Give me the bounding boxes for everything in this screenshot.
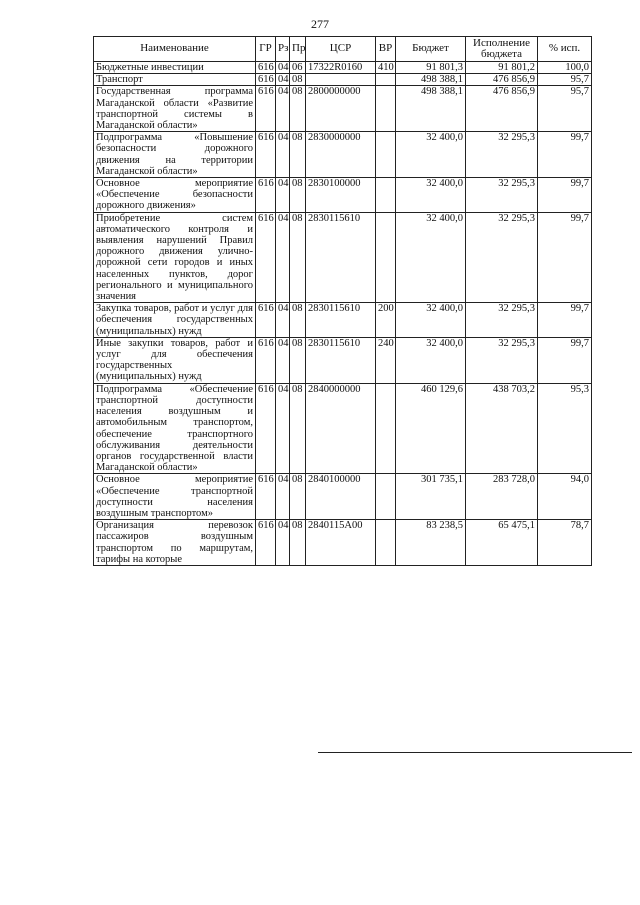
table-row [94, 474, 592, 520]
row-gr: 616 [256, 178, 276, 213]
row-execution: 32 295,3 [466, 303, 538, 338]
row-gr: 616 [256, 132, 276, 178]
row-name: Основное мероприятие «Обеспечение безопасности дорожного движения» [94, 178, 256, 213]
row-execution: 283 728,0 [466, 474, 538, 520]
table-row [94, 132, 592, 178]
row-csr: 2830115610 [306, 303, 376, 338]
footnote-separator-line [318, 752, 632, 753]
row-csr: 2830115610 [306, 337, 376, 383]
row-execution: 91 801,2 [466, 62, 538, 74]
row-vr [376, 474, 396, 520]
row-execution: 65 475,1 [466, 520, 538, 566]
col-header-name: Наименование [94, 37, 256, 62]
row-pr: 08 [290, 74, 306, 86]
row-budget: 32 400,0 [396, 132, 466, 178]
row-name: Подпрограмма «Обеспечение транспортной доступности населения воздушным и автомобильным транспортом, обеспечение транспортного обслуживания деятельности органов государственной власти Магаданской области» [94, 383, 256, 474]
row-vr [376, 86, 396, 132]
row-percent: 78,7 [538, 520, 592, 566]
row-name: Основное мероприятие «Обеспечение транспортной доступности населения воздушным транспортом» [94, 474, 256, 520]
row-budget: 498 388,1 [396, 86, 466, 132]
row-execution: 32 295,3 [466, 212, 538, 303]
col-header-gr: ГР [256, 37, 276, 62]
col-header-csr: ЦСР [306, 37, 376, 62]
row-percent: 95,7 [538, 86, 592, 132]
row-pr: 08 [290, 520, 306, 566]
row-percent: 99,7 [538, 337, 592, 383]
row-vr: 240 [376, 337, 396, 383]
row-percent: 99,7 [538, 303, 592, 338]
row-rz: 04 [276, 212, 290, 303]
row-vr [376, 132, 396, 178]
row-csr: 2840100000 [306, 474, 376, 520]
row-budget: 301 735,1 [396, 474, 466, 520]
row-pr: 08 [290, 474, 306, 520]
col-header-budget: Бюджет [396, 37, 466, 62]
row-percent: 95,7 [538, 74, 592, 86]
row-pr: 08 [290, 337, 306, 383]
table-row [94, 62, 592, 74]
row-csr: 2830100000 [306, 178, 376, 213]
row-csr: 2800000000 [306, 86, 376, 132]
row-pr: 08 [290, 178, 306, 213]
row-rz: 04 [276, 86, 290, 132]
row-name: Иные закупки товаров, работ и услуг для обеспечения государственных (муниципальных) нужд [94, 337, 256, 383]
row-execution: 32 295,3 [466, 337, 538, 383]
table-row [94, 86, 592, 132]
row-pr: 06 [290, 62, 306, 74]
table-row [94, 212, 592, 303]
budget-table [93, 36, 592, 566]
row-gr: 616 [256, 62, 276, 74]
row-vr: 200 [376, 303, 396, 338]
table-row [94, 337, 592, 383]
row-vr [376, 74, 396, 86]
row-budget: 32 400,0 [396, 212, 466, 303]
row-gr: 616 [256, 212, 276, 303]
col-header-execution: Исполнение бюджета [466, 37, 538, 62]
row-percent: 99,7 [538, 212, 592, 303]
row-rz: 04 [276, 132, 290, 178]
row-pr: 08 [290, 86, 306, 132]
col-header-percent: % исп. [538, 37, 592, 62]
row-gr: 616 [256, 74, 276, 86]
row-name: Транспорт [94, 74, 256, 86]
row-gr: 616 [256, 520, 276, 566]
row-gr: 616 [256, 303, 276, 338]
row-name: Приобретение систем автоматического контроля и выявления нарушений Правил дорожного движения улично-дорожной сети городов и иных населенных пунктов, дорог регионального и муниципального значения [94, 212, 256, 303]
row-csr: 2840000000 [306, 383, 376, 474]
row-vr [376, 520, 396, 566]
row-pr: 08 [290, 132, 306, 178]
row-pr: 08 [290, 303, 306, 338]
row-vr [376, 383, 396, 474]
row-csr: 2840115A00 [306, 520, 376, 566]
row-execution: 32 295,3 [466, 178, 538, 213]
row-budget: 32 400,0 [396, 337, 466, 383]
row-execution: 476 856,9 [466, 86, 538, 132]
row-gr: 616 [256, 86, 276, 132]
row-name: Организация перевозок пассажиров воздушным транспортом по маршрутам, тарифы на которые [94, 520, 256, 566]
row-budget: 498 388,1 [396, 74, 466, 86]
row-rz: 04 [276, 74, 290, 86]
row-budget: 32 400,0 [396, 178, 466, 213]
row-csr: 2830115610 [306, 212, 376, 303]
row-execution: 476 856,9 [466, 74, 538, 86]
row-gr: 616 [256, 337, 276, 383]
row-rz: 04 [276, 337, 290, 383]
table-row [94, 74, 592, 86]
col-header-pr: Пр [290, 37, 306, 62]
row-budget: 83 238,5 [396, 520, 466, 566]
row-percent: 99,7 [538, 178, 592, 213]
row-percent: 94,0 [538, 474, 592, 520]
col-header-vr: ВР [376, 37, 396, 62]
row-rz: 04 [276, 520, 290, 566]
row-pr: 08 [290, 212, 306, 303]
table-row [94, 303, 592, 338]
row-csr: 2830000000 [306, 132, 376, 178]
row-rz: 04 [276, 303, 290, 338]
row-percent: 100,0 [538, 62, 592, 74]
row-execution: 32 295,3 [466, 132, 538, 178]
col-header-rz: Рз [276, 37, 290, 62]
row-rz: 04 [276, 178, 290, 213]
row-name: Бюджетные инвестиции [94, 62, 256, 74]
row-vr [376, 178, 396, 213]
row-gr: 616 [256, 383, 276, 474]
row-csr: 17322R0160 [306, 62, 376, 74]
row-budget: 32 400,0 [396, 303, 466, 338]
row-vr [376, 212, 396, 303]
row-budget: 91 801,3 [396, 62, 466, 74]
row-rz: 04 [276, 62, 290, 74]
row-budget: 460 129,6 [396, 383, 466, 474]
table-header-row [94, 37, 592, 62]
table-row [94, 383, 592, 474]
row-rz: 04 [276, 474, 290, 520]
row-rz: 04 [276, 383, 290, 474]
row-execution: 438 703,2 [466, 383, 538, 474]
row-name: Государственная программа Магаданской области «Развитие транспортной системы в Магаданской области» [94, 86, 256, 132]
row-name: Подпрограмма «Повышение безопасности дорожного движения на территории Магаданской области» [94, 132, 256, 178]
page-number: 277 [311, 17, 329, 31]
row-name: Закупка товаров, работ и услуг для обеспечения государственных (муниципальных) нужд [94, 303, 256, 338]
row-csr [306, 74, 376, 86]
row-percent: 95,3 [538, 383, 592, 474]
row-vr: 410 [376, 62, 396, 74]
table-row [94, 520, 592, 566]
row-gr: 616 [256, 474, 276, 520]
row-pr: 08 [290, 383, 306, 474]
row-percent: 99,7 [538, 132, 592, 178]
table-row [94, 178, 592, 213]
